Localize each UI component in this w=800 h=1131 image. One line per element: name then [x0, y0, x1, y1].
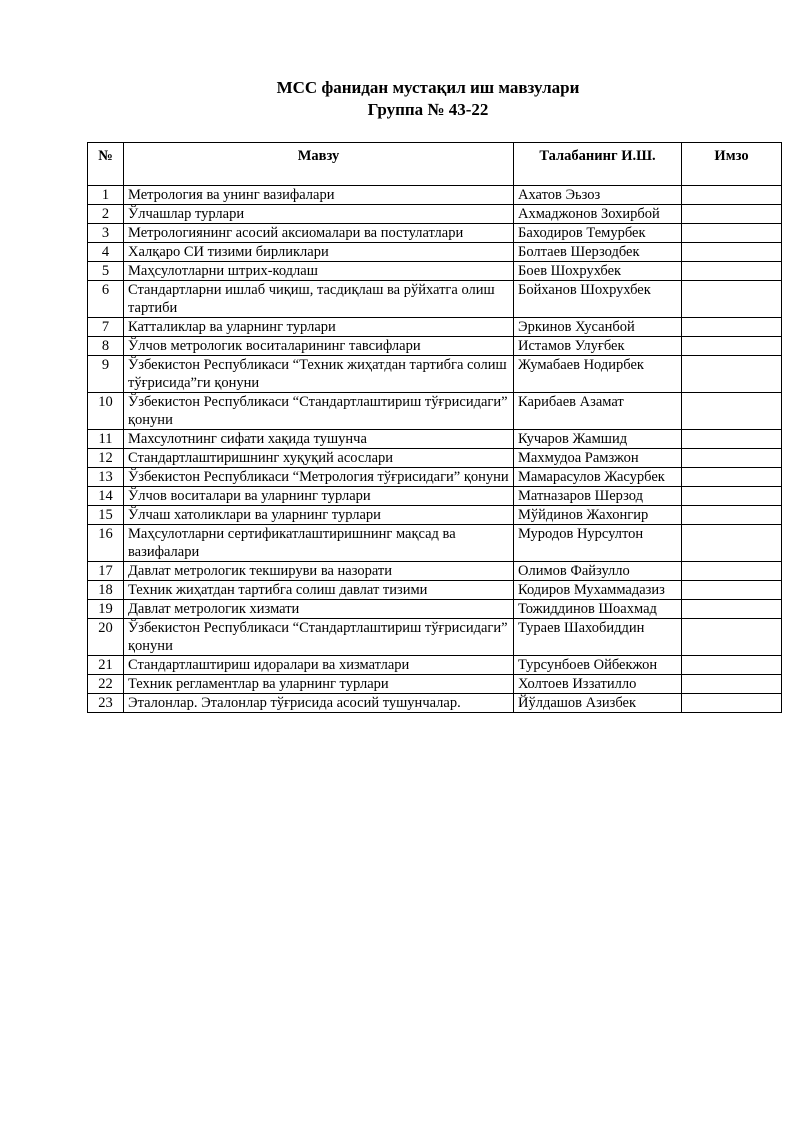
- row-student: Кодиров Мухаммадазиз: [514, 581, 682, 600]
- row-student: Олимов Файзулло: [514, 562, 682, 581]
- row-signature: [682, 562, 782, 581]
- row-student: Эркинов Хусанбой: [514, 318, 682, 337]
- table-row: [88, 694, 782, 713]
- row-signature: [682, 468, 782, 487]
- row-topic: Эталонлар. Эталонлар тўғрисида асосий тушунчалар.: [124, 694, 514, 713]
- row-signature: [682, 393, 782, 430]
- group-subtitle: Группа № 43-22: [367, 100, 489, 119]
- row-topic: Стандартларни ишлаб чиқиш, тасдиқлаш ва рўйхатга олиш тартиби: [124, 281, 514, 318]
- row-number: 17: [88, 562, 124, 581]
- row-number: 2: [88, 205, 124, 224]
- row-topic: Маҳсулотларни штрих-кодлаш: [124, 262, 514, 281]
- row-signature: [682, 675, 782, 694]
- row-topic: Ўзбекистон Республикаси “Стандартлаштириш тўғрисидаги” қонуни: [124, 393, 514, 430]
- row-student: Жумабаев Нодирбек: [514, 356, 682, 393]
- row-signature: [682, 506, 782, 525]
- row-number: 1: [88, 186, 124, 205]
- row-topic: Халқаро СИ тизими бирликлари: [124, 243, 514, 262]
- row-student: Ахатов Эьзоз: [514, 186, 682, 205]
- table-row: [88, 262, 782, 281]
- row-number: 20: [88, 619, 124, 656]
- row-signature: [682, 224, 782, 243]
- header-number: №: [88, 143, 124, 186]
- row-student: Мамарасулов Жасурбек: [514, 468, 682, 487]
- table-row: [88, 562, 782, 581]
- row-topic: Давлат метрологик хизмати: [124, 600, 514, 619]
- table-row: [88, 318, 782, 337]
- row-student: Махмудоа Рамзжон: [514, 449, 682, 468]
- row-student: Карибаев Азамат: [514, 393, 682, 430]
- row-number: 14: [88, 487, 124, 506]
- row-topic: Стандартлаштиришнинг хуқуқий асослари: [124, 449, 514, 468]
- row-student: Тожиддинов Шоахмад: [514, 600, 682, 619]
- row-signature: [682, 318, 782, 337]
- row-topic: Техник жиҳатдан тартибга солиш давлат тизими: [124, 581, 514, 600]
- table-row: [88, 430, 782, 449]
- table-row: [88, 506, 782, 525]
- table-row: [88, 675, 782, 694]
- table-row: [88, 224, 782, 243]
- row-signature: [682, 281, 782, 318]
- header-student: Талабанинг И.Ш.: [514, 143, 682, 186]
- row-number: 22: [88, 675, 124, 694]
- row-signature: [682, 449, 782, 468]
- row-number: 16: [88, 525, 124, 562]
- table-row: [88, 186, 782, 205]
- row-number: 9: [88, 356, 124, 393]
- row-number: 7: [88, 318, 124, 337]
- row-student: Истамов Улуғбек: [514, 337, 682, 356]
- row-signature: [682, 619, 782, 656]
- document-title: МСС фанидан мустақил иш мавзулари: [276, 78, 580, 97]
- table-row: [88, 449, 782, 468]
- row-signature: [682, 205, 782, 224]
- row-topic: Техник регламентлар ва уларнинг турлари: [124, 675, 514, 694]
- row-student: Мўйдинов Жахонгир: [514, 506, 682, 525]
- row-student: Баходиров Темурбек: [514, 224, 682, 243]
- row-number: 3: [88, 224, 124, 243]
- row-number: 12: [88, 449, 124, 468]
- row-topic: Давлат метрологик текшируви ва назорати: [124, 562, 514, 581]
- row-topic: Ўлчов воситалари ва уларнинг турлари: [124, 487, 514, 506]
- row-number: 11: [88, 430, 124, 449]
- row-signature: [682, 337, 782, 356]
- row-topic: Ўлчаш хатоликлари ва уларнинг турлари: [124, 506, 514, 525]
- row-number: 18: [88, 581, 124, 600]
- row-signature: [682, 581, 782, 600]
- row-student: Бойханов Шохрухбек: [514, 281, 682, 318]
- row-number: 8: [88, 337, 124, 356]
- row-student: Тураев Шахобиддин: [514, 619, 682, 656]
- row-signature: [682, 430, 782, 449]
- row-student: Болтаев Шерзодбек: [514, 243, 682, 262]
- table-row: [88, 468, 782, 487]
- table-row: [88, 656, 782, 675]
- row-number: 15: [88, 506, 124, 525]
- row-signature: [682, 487, 782, 506]
- row-student: Муродов Нурсултон: [514, 525, 682, 562]
- row-signature: [682, 243, 782, 262]
- table-row: [88, 581, 782, 600]
- row-number: 21: [88, 656, 124, 675]
- row-signature: [682, 356, 782, 393]
- table-row: [88, 393, 782, 430]
- row-student: Йўлдашов Азизбек: [514, 694, 682, 713]
- row-topic: Метрология ва унинг вазифалари: [124, 186, 514, 205]
- row-number: 23: [88, 694, 124, 713]
- row-student: Матназаров Шерзод: [514, 487, 682, 506]
- row-number: 5: [88, 262, 124, 281]
- row-student: Боев Шохрухбек: [514, 262, 682, 281]
- table-header-row: [88, 143, 782, 186]
- row-topic: Ўзбекистон Республикаси “Техник жиҳатдан тартибга солиш тўғрисида”ги қонуни: [124, 356, 514, 393]
- row-student: Турсунбоев Ойбекжон: [514, 656, 682, 675]
- row-student: Ахмаджонов Зохирбой: [514, 205, 682, 224]
- topics-table: [87, 142, 782, 713]
- header-signature: Имзо: [682, 143, 782, 186]
- row-topic: Махсулотнинг сифати хақида тушунча: [124, 430, 514, 449]
- row-number: 10: [88, 393, 124, 430]
- row-signature: [682, 600, 782, 619]
- row-student: Кучаров Жамшид: [514, 430, 682, 449]
- row-topic: Ўлчашлар турлари: [124, 205, 514, 224]
- table-row: [88, 487, 782, 506]
- row-signature: [682, 656, 782, 675]
- row-number: 6: [88, 281, 124, 318]
- table-row: [88, 525, 782, 562]
- table-row: [88, 619, 782, 656]
- header-topic: Мавзу: [124, 143, 514, 186]
- table-row: [88, 281, 782, 318]
- row-topic: Стандартлаштириш идоралари ва хизматлари: [124, 656, 514, 675]
- row-topic: Ўзбекистон Республикаси “Стандартлаштириш тўғрисидаги” қонуни: [124, 619, 514, 656]
- table-row: [88, 205, 782, 224]
- table-row: [88, 243, 782, 262]
- row-signature: [682, 186, 782, 205]
- table-row: [88, 337, 782, 356]
- row-topic: Катталиклар ва уларнинг турлари: [124, 318, 514, 337]
- row-number: 13: [88, 468, 124, 487]
- row-topic: Ўзбекистон Республикаси “Метрология тўғрисидаги” қонуни: [124, 468, 514, 487]
- row-topic: Метрологиянинг асосий аксиомалари ва постулатлари: [124, 224, 514, 243]
- row-signature: [682, 525, 782, 562]
- row-signature: [682, 262, 782, 281]
- row-number: 4: [88, 243, 124, 262]
- table-row: [88, 600, 782, 619]
- row-student: Холтоев Иззатилло: [514, 675, 682, 694]
- row-number: 19: [88, 600, 124, 619]
- table-row: [88, 356, 782, 393]
- row-topic: Маҳсулотларни сертификатлаштиришнинг мақсад ва вазифалари: [124, 525, 514, 562]
- row-topic: Ўлчов метрологик воситаларининг тавсифлари: [124, 337, 514, 356]
- row-signature: [682, 694, 782, 713]
